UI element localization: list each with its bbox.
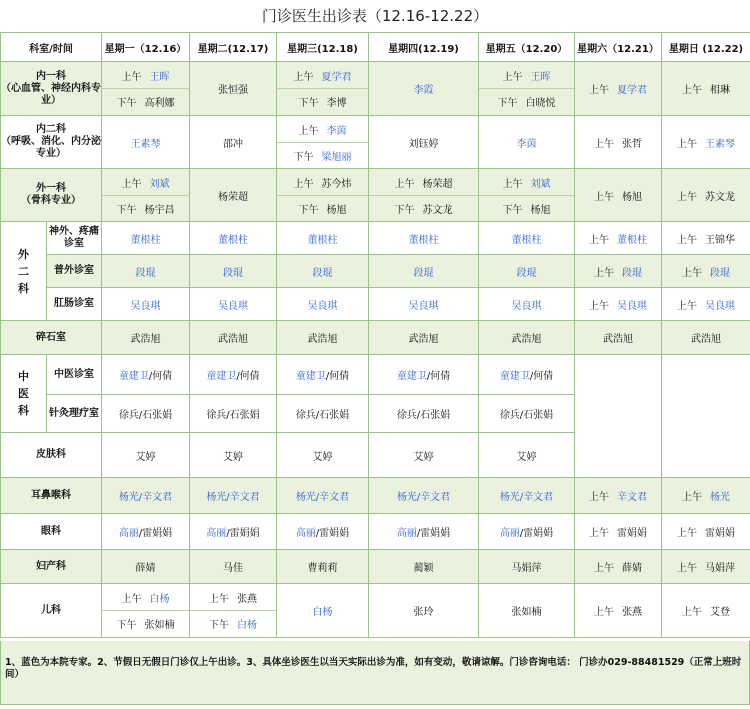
day-header: 星期五（12.20） (479, 33, 575, 62)
doctor-name: 李茵 (326, 125, 347, 137)
cell-mon (102, 355, 190, 395)
cell-sat (575, 255, 662, 288)
dept-neier (1, 116, 102, 169)
cell-wed (277, 355, 369, 395)
doctor-name: 相琳 (710, 85, 730, 96)
cell-wed: 董根柱 (277, 222, 369, 255)
dept-suishi: 碎石室 (1, 321, 102, 355)
doctor-name: 雷娟娟 (617, 528, 647, 539)
doctor-name: /何倩 (426, 371, 451, 382)
dept-label: 内二科 （呼吸、消化、内分泌专业） (1, 124, 101, 159)
cell-tue (190, 584, 277, 638)
dept-time-header: 科室/时间 (1, 33, 102, 62)
cell-sat (575, 62, 662, 116)
cell-mon: 杨光/辛文君 (102, 478, 190, 514)
row-waier-a (1, 222, 750, 255)
dept-fuchan: 妇产科 (1, 550, 102, 584)
doctor-name: 张如楠 (144, 620, 175, 631)
doctor-name: 辛文君 (617, 492, 647, 503)
cell-sun (662, 550, 750, 584)
cell-tue (190, 514, 277, 550)
subdept-waier-c: 肛肠诊室 (47, 288, 102, 321)
pm-label: 下午 (116, 204, 137, 216)
doctor-name: 苏文龙 (422, 204, 453, 216)
header-row (1, 33, 750, 62)
row-waier-c (1, 288, 750, 321)
dept-label: 中医科 (18, 370, 29, 417)
cell-tue: 艾婷 (190, 433, 277, 478)
cell-mon: 薛婧 (102, 550, 190, 584)
cell-sat (575, 514, 662, 550)
cell-sat (575, 550, 662, 584)
footnote: 1、蓝色为本院专家。2、节假日无假日门诊仅上午出诊。3、具体坐诊医生以当天实际出诊为准，如有变动，敬请谅解。门诊咨询电话： 门诊办029-88481529（正常上班时间） (0, 641, 750, 705)
cell-thu (369, 355, 479, 395)
doctor-name: 张燕 (622, 607, 642, 618)
cell-wed: 徐兵/石张娟 (277, 395, 369, 433)
cell-thu: 段琨 (369, 255, 479, 288)
am-label: 上午 (293, 178, 314, 190)
cell-thu: 李霞 (369, 62, 479, 116)
pm-label: 下午 (293, 151, 314, 163)
row-neiyi (1, 62, 750, 116)
pm-label: 下午 (116, 98, 137, 109)
doctor-name: 段琨 (622, 267, 642, 279)
cell-fri: 吴良琪 (479, 288, 575, 321)
cell-fri (479, 514, 575, 550)
cell-fri (479, 62, 575, 116)
cell-wed (277, 116, 369, 169)
doctor-name: /雷娟娟 (226, 528, 260, 539)
doctor-name: /何倩 (236, 371, 260, 382)
cell-mon (102, 169, 190, 222)
cell-sun (662, 62, 750, 116)
pm-label: 下午 (497, 98, 518, 109)
cell-mon (102, 514, 190, 550)
doctor-name: /雷娟娟 (416, 528, 451, 539)
doctor-name: /何倩 (325, 371, 350, 382)
subdept-zhongyi-b: 针灸理疗室 (47, 395, 102, 433)
cell-fri: 段琨 (479, 255, 575, 288)
cell-thu: 张玲 (369, 584, 479, 638)
doctor-name: 吴良琪 (617, 300, 647, 312)
cell-fri: 张如楠 (479, 584, 575, 638)
day-header: 星期四(12.19) (369, 33, 479, 62)
doctor-name: /何倩 (148, 371, 173, 382)
am-label: 上午 (594, 607, 614, 618)
cell-fri: 杨光/辛文君 (479, 478, 575, 514)
doctor-name: 白晓悦 (525, 98, 556, 109)
pm-label: 下午 (116, 620, 137, 631)
cell-tue: 武浩旭 (190, 321, 277, 355)
row-fuchan (1, 550, 750, 584)
doctor-name: 童建卫 (396, 371, 427, 382)
doctor-name: 夏学君 (321, 72, 352, 83)
cell-mon: 武浩旭 (102, 321, 190, 355)
doctor-name: 苏今炜 (321, 178, 352, 190)
subdept-waier-b: 普外诊室 (47, 255, 102, 288)
cell-fri: 马娟萍 (479, 550, 575, 584)
doctor-name: 王锦华 (705, 234, 735, 246)
am-label: 上午 (682, 492, 702, 503)
cell-wed: 艾婷 (277, 433, 369, 478)
cell-fri: 武浩旭 (479, 321, 575, 355)
row-neier (1, 116, 750, 169)
am-label: 上午 (589, 85, 609, 96)
doctor-name: 童建卫 (499, 371, 530, 382)
schedule-table (0, 32, 750, 638)
cell-thu (369, 169, 479, 222)
cell-tue: 段琨 (190, 255, 277, 288)
cell-fri: 艾婷 (479, 433, 575, 478)
doctor-name: 夏学君 (617, 85, 647, 96)
doctor-name: 高丽 (396, 528, 417, 539)
am-label: 上午 (594, 138, 614, 150)
doctor-name: 王晖 (149, 72, 170, 83)
doctor-name: 薛婧 (622, 563, 642, 574)
cell-fri: 李茵 (479, 116, 575, 169)
am-label: 上午 (502, 178, 523, 190)
doctor-name: 艾登 (710, 607, 730, 618)
am-label: 上午 (594, 563, 614, 574)
doctor-name: 高丽 (499, 528, 520, 539)
day-header: 星期六（12.21） (575, 33, 662, 62)
cell-mon: 徐兵/石张娟 (102, 395, 190, 433)
doctor-name: 吴良琪 (705, 300, 735, 312)
cell-thu: 吴良琪 (369, 288, 479, 321)
row-yan (1, 514, 750, 550)
cell-thu: 武浩旭 (369, 321, 479, 355)
cell-sun (662, 288, 750, 321)
subdept-zhongyi-a: 中医诊室 (47, 355, 102, 395)
doctor-name: 杨旭 (622, 191, 642, 203)
doctor-name: 杨光 (710, 492, 730, 503)
am-label: 上午 (682, 267, 702, 279)
doctor-name: /雷娟娟 (519, 528, 554, 539)
doctor-name: 高丽 (206, 528, 227, 539)
cell-sun (662, 222, 750, 255)
cell-sat (575, 169, 662, 222)
page-title: 门诊医生出诊表（12.16-12.22） (261, 7, 489, 25)
dept-waier (1, 222, 47, 321)
am-label: 上午 (209, 594, 229, 605)
row-waiyi (1, 169, 750, 222)
cell-tue: 马佳 (190, 550, 277, 584)
cell-thu: 蔺颖 (369, 550, 479, 584)
dept-label: 外二科 (18, 247, 29, 295)
cell-sun-empty (662, 355, 750, 478)
am-label: 上午 (594, 267, 614, 279)
doctor-name: 童建卫 (118, 371, 149, 382)
doctor-name: /雷娟娟 (138, 528, 173, 539)
subdept-waier-a: 神外、疼痛诊室 (47, 222, 102, 255)
am-label: 上午 (682, 607, 702, 618)
cell-tue: 徐兵/石张娟 (190, 395, 277, 433)
day-header: 星期二(12.17) (190, 33, 277, 62)
doctor-name: 王素琴 (705, 138, 735, 150)
am-label: 上午 (589, 528, 609, 539)
doctor-name: 高丽 (295, 528, 316, 539)
cell-thu: 徐兵/石张娟 (369, 395, 479, 433)
cell-mon (102, 584, 190, 638)
cell-wed (277, 514, 369, 550)
am-label: 上午 (589, 234, 609, 246)
am-label: 上午 (293, 72, 314, 83)
day-header: 星期三(12.18) (277, 33, 369, 62)
cell-sun (662, 478, 750, 514)
dept-pifu: 皮肤科 (1, 433, 102, 478)
dept-zhongyi (1, 355, 47, 433)
cell-wed: 白杨 (277, 584, 369, 638)
cell-thu: 艾婷 (369, 433, 479, 478)
pm-label: 下午 (502, 204, 523, 216)
am-label: 上午 (589, 492, 609, 503)
cell-wed (277, 62, 369, 116)
am-label: 上午 (594, 191, 614, 203)
cell-tue: 杨光/辛文君 (190, 478, 277, 514)
doctor-name: 段琨 (710, 267, 730, 279)
cell-fri: 董根柱 (479, 222, 575, 255)
am-label: 上午 (589, 300, 609, 312)
doctor-name: 杨宇昌 (144, 204, 175, 216)
cell-tue: 邵冲 (190, 116, 277, 169)
cell-wed: 吴良琪 (277, 288, 369, 321)
am-label: 上午 (677, 563, 697, 574)
am-label: 上午 (298, 125, 319, 137)
am-label: 上午 (677, 300, 697, 312)
am-label: 上午 (502, 72, 523, 83)
doctor-name: 董根柱 (617, 234, 647, 246)
am-label: 上午 (677, 528, 697, 539)
dept-label: 内一科 （心血管、神经内科专业） (1, 70, 101, 106)
cell-mon (102, 62, 190, 116)
cell-sun (662, 116, 750, 169)
cell-thu: 刘钰婷 (369, 116, 479, 169)
am-label: 上午 (121, 72, 142, 83)
cell-fri (479, 169, 575, 222)
doctor-name: 雷娟娟 (705, 528, 735, 539)
doctor-name: 童建卫 (295, 371, 326, 382)
cell-mon: 王素琴 (102, 116, 190, 169)
cell-sat (575, 288, 662, 321)
doctor-name: /何倩 (529, 371, 554, 382)
cell-sat-empty (575, 355, 662, 478)
doctor-name: 高利娜 (144, 98, 175, 109)
dept-label: 外一科 （骨科专业） (21, 183, 81, 206)
dept-erbi: 耳鼻喉科 (1, 478, 102, 514)
cell-tue: 张恒强 (190, 62, 277, 116)
am-label: 上午 (121, 178, 142, 190)
row-waier-b (1, 255, 750, 288)
cell-sun (662, 514, 750, 550)
doctor-name: 童建卫 (206, 371, 237, 382)
am-label: 上午 (677, 234, 697, 246)
pm-label: 下午 (209, 620, 229, 631)
cell-wed: 段琨 (277, 255, 369, 288)
cell-tue: 董根柱 (190, 222, 277, 255)
doctor-name: 马娟萍 (705, 563, 735, 574)
cell-sat (575, 478, 662, 514)
doctor-name: 苏文龙 (705, 191, 735, 203)
cell-sun (662, 169, 750, 222)
doctor-name: 杨旭 (326, 204, 347, 216)
doctor-name: 刘斌 (149, 178, 170, 190)
doctor-name: 梁旭丽 (321, 151, 352, 163)
pm-label: 下午 (394, 204, 415, 216)
day-header: 星期日 (12.22) (662, 33, 750, 62)
doctor-name: 白杨 (149, 594, 170, 605)
cell-tue: 吴良琪 (190, 288, 277, 321)
pm-label: 下午 (298, 98, 319, 109)
cell-wed: 曹莉莉 (277, 550, 369, 584)
cell-mon: 艾婷 (102, 433, 190, 478)
cell-thu (369, 514, 479, 550)
dept-waiyi (1, 169, 102, 222)
cell-tue: 杨荣超 (190, 169, 277, 222)
doctor-name: /雷娟娟 (315, 528, 350, 539)
cell-wed (277, 169, 369, 222)
cell-sun: 武浩旭 (662, 321, 750, 355)
am-label: 上午 (677, 138, 697, 150)
doctor-name: 王晖 (530, 72, 551, 83)
cell-sat (575, 222, 662, 255)
dept-yan: 眼科 (1, 514, 102, 550)
row-erbi (1, 478, 750, 514)
cell-fri (479, 355, 575, 395)
cell-tue (190, 355, 277, 395)
doctor-name: 张哲 (622, 138, 642, 150)
pm-label: 下午 (298, 204, 319, 216)
cell-mon: 段琨 (102, 255, 190, 288)
cell-mon: 吴良琪 (102, 288, 190, 321)
cell-sat (575, 116, 662, 169)
doctor-name: 刘斌 (530, 178, 551, 190)
dept-er: 儿科 (1, 584, 102, 638)
cell-sat: 武浩旭 (575, 321, 662, 355)
am-label: 上午 (682, 85, 702, 96)
doctor-name: 白杨 (237, 620, 257, 631)
row-er (1, 584, 750, 638)
cell-thu: 杨光/辛文君 (369, 478, 479, 514)
doctor-name: 张燕 (237, 594, 257, 605)
am-label: 上午 (677, 191, 697, 203)
cell-sat (575, 584, 662, 638)
doctor-name: 杨旭 (530, 204, 551, 216)
dept-neiyi (1, 62, 102, 116)
am-label: 上午 (121, 594, 142, 605)
cell-sun (662, 255, 750, 288)
cell-thu: 董根柱 (369, 222, 479, 255)
cell-fri: 徐兵/石张娟 (479, 395, 575, 433)
doctor-name: 高丽 (118, 528, 139, 539)
cell-wed: 杨光/辛文君 (277, 478, 369, 514)
cell-wed: 武浩旭 (277, 321, 369, 355)
doctor-name: 杨荣超 (422, 178, 453, 190)
am-label: 上午 (394, 178, 415, 190)
day-header: 星期一（12.16） (102, 33, 190, 62)
row-zhongyi-a (1, 355, 750, 395)
doctor-name: 李博 (326, 98, 347, 109)
row-suishi (1, 321, 750, 355)
cell-sun (662, 584, 750, 638)
cell-mon: 董根柱 (102, 222, 190, 255)
